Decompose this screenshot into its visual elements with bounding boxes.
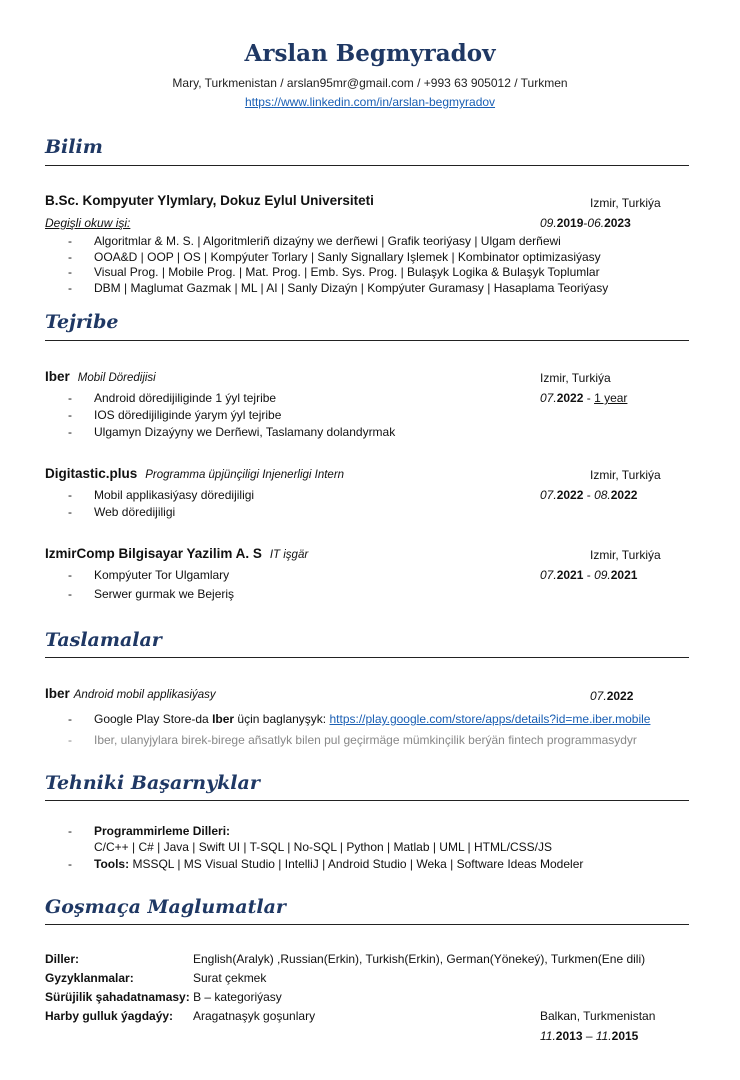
job-role: IT işgär [269,549,309,561]
linkedin-line [0,95,740,109]
contact-line: Mary, Turkmenistan / arslan95mr@gmail.com / +993 63 905012 / Turkmen [172,76,568,90]
job-location: Izmir, Turkiýa [590,548,661,562]
job-location: Izmir, Turkiýa [590,468,661,482]
project-name: Iber Android mobil applikasiýasy [45,686,216,701]
skills-tools: - Tools: MSSQL | MS Visual Studio | IntelliJ | Android Studio | Weka | Software Ideas Modeler [68,857,584,871]
section-additional-title: Goşmaça Maglumatlar [45,896,286,918]
section-projects-title: Taslamalar [45,629,162,651]
job-dates: 07.2022 - 1 year [540,391,628,405]
military-dates: 11.2013 – 11.2015 [540,1029,639,1043]
coursework-label: Degişli okuw işi: [45,216,131,230]
job-bullet: - Web döredijiligi [68,505,176,519]
course-item: - OOA&D | OOP | OS | Kompýuter Torlary | Sanly Signallary Işlemek | Kombinator optimizasiýasy [68,250,601,264]
job-bullet: - Kompýuter Tor Ulgamlary [68,568,230,582]
section-education-title: Bilim [45,136,103,158]
job-location: Izmir, Turkiýa [540,371,611,385]
project-date: 07.2022 [590,689,634,703]
education-location: Izmir, Turkiýa [590,196,661,210]
section-divider [45,924,689,925]
job-bullet: - Ulgamyn Dizaýyny we Derñewi, Taslamany dolandyrmak [68,425,396,439]
linkedin-link[interactable]: https://www.linkedin.com/in/arslan-begmyradov [244,95,496,109]
languages-label: Diller: [45,952,80,966]
job-company: IzmirComp Bilgisayar Yazilim A. S IT işgär [45,546,309,561]
section-divider [45,340,689,341]
play-store-link[interactable]: https://play.google.com/store/apps/details?id=me.iber.mobile [329,712,651,726]
education-degree: B.Sc. Kompyuter Ylymlary, Dokuz Eylul Universiteti [45,193,374,208]
project-bullet: - Google Play Store-da Iber üçin baglanyşyk: https://play.google.com/store/apps/details?id=me.iber.mobile [68,712,651,726]
section-experience-title: Tejribe [45,311,119,333]
project-bullet: - Iber, ulanyjylara birek-birege añsatlyk bilen pul geçirmäge mümkinçilik berýän fintech programmasydyr [68,733,637,747]
military-location: Balkan, Turkmenistan [540,1009,656,1023]
course-item: - DBM | Maglumat Gazmak | ML | AI | Sanly Dizaýn | Kompýuter Guramasy | Hasaplama Teoriýasy [68,281,609,295]
languages-value: English(Aralyk) ,Russian(Erkin), Turkish(Erkin), German(Yönekeý), Turkmen(Ene dili) [193,952,646,966]
resume-name: Arslan Begmyradov [244,40,496,67]
job-bullet: - Mobil applikasiýasy döredijiligi [68,488,255,502]
job-dates: 07.2021 - 09.2021 [540,568,638,582]
job-role: Programma üpjünçiligi Injenerligi Intern [145,469,345,481]
skills-languages-label: - Programmirleme Dilleri: [68,824,231,838]
course-item: - Visual Prog. | Mobile Prog. | Mat. Prog. | Emb. Sys. Prog. | Bulaşyk Logika & Bulaşyk Toplumlar [68,265,600,279]
military-label: Harby gulluk ýagdaýy: [45,1009,174,1023]
hobbies-value: Surat çekmek [193,971,267,985]
license-line: Sürüjilik şahadatnamasy: B – kategoriýasy [45,990,282,1004]
section-divider [45,657,689,658]
military-value: Aragatnaşyk goşunlary [193,1009,316,1023]
section-skills-title: Tehniki Başarnyklar [45,772,260,794]
project-type: Android mobil applikasiýasy [73,689,216,701]
hobbies-label: Gyzyklanmalar: [45,971,134,985]
job-role: Mobil Döredijisi [77,372,156,384]
section-divider [45,800,689,801]
job-bullet: - IOS döredijiliginde ýarym ýyl tejribe [68,408,282,422]
job-bullet: - Android döredijiliginde 1 ýyl tejribe [68,391,277,405]
skills-languages-values: C/C++ | C# | Java | Swift UI | T-SQL | No-SQL | Python | Matlab | UML | HTML/CSS/JS [94,840,552,854]
job-bullet: - Serwer gurmak we Bejeriş [68,587,235,601]
education-dates: 09.2019-06.2023 [540,216,631,230]
job-company: Iber Mobil Döredijisi [45,369,156,384]
job-dates: 07.2022 - 08.2022 [540,488,638,502]
section-divider [45,165,689,166]
course-item: - Algoritmlar & M. S. | Algoritmleriñ dizaýny we derñewi | Grafik teoriýasy | Ulgam derñewi [68,234,561,248]
job-company: Digitastic.plus Programma üpjünçiligi Injenerligi Intern [45,466,345,481]
